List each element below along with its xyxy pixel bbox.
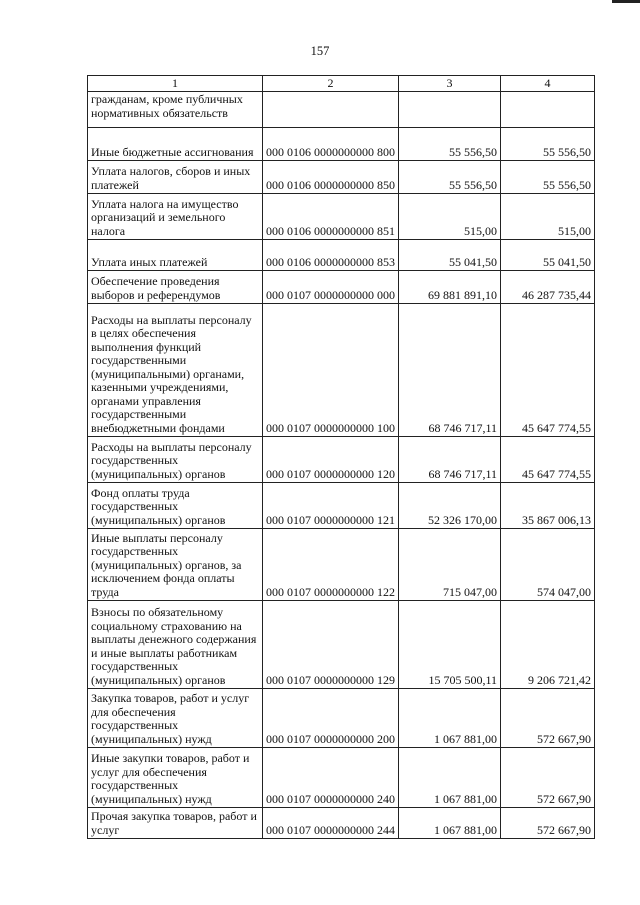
row-sum-col3: 69 881 891,10 [399,271,501,304]
row-name: Иные бюджетные ассигнования [88,128,263,161]
column-header-4: 4 [501,76,595,92]
row-code: 000 0107 0000000000 200 [263,689,399,748]
row-sum-col3: 52 326 170,00 [399,483,501,529]
row-sum-col3: 1 067 881,00 [399,689,501,748]
row-sum-col3: 15 705 500,11 [399,601,501,689]
row-sum-col3: 68 746 717,11 [399,304,501,437]
table-row [88,271,595,304]
table-row [88,194,595,240]
row-sum-col4: 572 667,90 [501,748,595,808]
row-name: Уплата иных платежей [88,240,263,271]
row-code: 000 0106 0000000000 851 [263,194,399,240]
column-header-3: 3 [399,76,501,92]
table-row [88,748,595,808]
row-code: 000 0107 0000000000 100 [263,304,399,437]
row-sum-col4: 45 647 774,55 [501,437,595,483]
row-sum-col4: 55 556,50 [501,128,595,161]
row-sum-col4: 515,00 [501,194,595,240]
table-row [88,529,595,601]
row-sum-col3: 1 067 881,00 [399,808,501,839]
row-name: Уплата налога на имущество организаций и земельного налога [88,194,263,240]
row-code [263,92,399,128]
row-sum-col4 [501,92,595,128]
row-code: 000 0107 0000000000 240 [263,748,399,808]
page-number: 157 [310,44,330,58]
row-sum-col3: 68 746 717,11 [399,437,501,483]
row-name: Прочая закупка товаров, работ и услуг [88,808,263,839]
table-row [88,240,595,271]
row-code: 000 0107 0000000000 121 [263,483,399,529]
row-sum-col4: 55 556,50 [501,161,595,194]
row-sum-col3: 55 556,50 [399,128,501,161]
row-sum-col4: 572 667,90 [501,689,595,748]
row-name: Иные выплаты персоналу государственных (муниципальных) органов, за исключением фонда оплаты труда [88,529,263,601]
row-name: Взносы по обязательному социальному страхованию на выплаты денежного содержания и иные выплаты работникам государственных (муниципальных) органов [88,601,263,689]
row-name: Уплата налогов, сборов и иных платежей [88,161,263,194]
row-sum-col3 [399,92,501,128]
row-name: Закупка товаров, работ и услуг для обеспечения государственных (муниципальных) нужд [88,689,263,748]
row-sum-col3: 55 041,50 [399,240,501,271]
row-sum-col3: 715 047,00 [399,529,501,601]
row-name: Обеспечение проведения выборов и референдумов [88,271,263,304]
table-row [88,304,595,437]
row-name: Расходы на выплаты персоналу в целях обеспечения выполнения функций государственными (муниципальными) органами, казенными учреждениями, органами управления государственными внебюджетными фондами [88,304,263,437]
row-name: Иные закупки товаров, работ и услуг для обеспечения государственных (муниципальных) нужд [88,748,263,808]
row-sum-col4: 46 287 735,44 [501,271,595,304]
row-code: 000 0107 0000000000 120 [263,437,399,483]
row-code: 000 0107 0000000000 000 [263,271,399,304]
row-sum-col3: 1 067 881,00 [399,748,501,808]
row-code: 000 0106 0000000000 853 [263,240,399,271]
column-header-2: 2 [263,76,399,92]
table-header-row [88,76,595,92]
row-sum-col4: 55 041,50 [501,240,595,271]
row-sum-col4: 9 206 721,42 [501,601,595,689]
row-name: Фонд оплаты труда государственных (муниципальных) органов [88,483,263,529]
table-row [88,437,595,483]
row-code: 000 0107 0000000000 122 [263,529,399,601]
row-sum-col3: 515,00 [399,194,501,240]
table-row [88,483,595,529]
scan-edge-mark [612,0,640,3]
table-row [88,808,595,839]
table-row [88,92,595,128]
row-code: 000 0107 0000000000 244 [263,808,399,839]
table-row [88,128,595,161]
budget-table [87,75,595,839]
row-code: 000 0107 0000000000 129 [263,601,399,689]
table-row [88,161,595,194]
row-sum-col4: 35 867 006,13 [501,483,595,529]
row-name: Расходы на выплаты персоналу государственных (муниципальных) органов [88,437,263,483]
row-sum-col3: 55 556,50 [399,161,501,194]
table-row [88,601,595,689]
table-row [88,689,595,748]
row-sum-col4: 574 047,00 [501,529,595,601]
row-name: гражданам, кроме публичных нормативных обязательств [88,92,263,128]
column-header-1: 1 [88,76,263,92]
row-sum-col4: 572 667,90 [501,808,595,839]
row-sum-col4: 45 647 774,55 [501,304,595,437]
row-code: 000 0106 0000000000 800 [263,128,399,161]
row-code: 000 0106 0000000000 850 [263,161,399,194]
